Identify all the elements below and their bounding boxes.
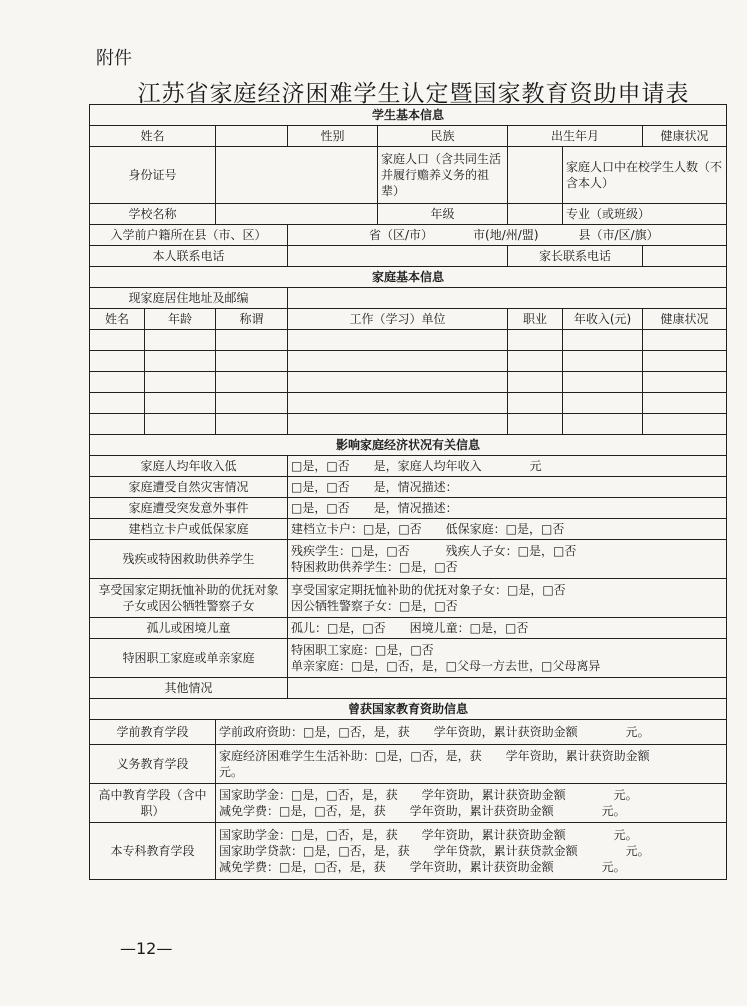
label-province: 省（区/市）: [369, 228, 434, 242]
economic-options[interactable]: [288, 639, 727, 678]
label-birth: 出生年月: [508, 126, 643, 147]
aid-option-line: 国家助学金：□是，□否，是，获 学年资助，累计获资助金额 元。: [219, 828, 638, 842]
economic-option-line: 因公牺牲警察子女：□是，□否: [291, 599, 458, 613]
economic-label: 家庭遭受自然灾害情况: [90, 477, 288, 498]
field-grade[interactable]: [508, 204, 563, 225]
label-ethnicity: 民族: [378, 126, 508, 147]
aid-stage-label: 学前教育学段: [90, 720, 216, 745]
economic-options[interactable]: [288, 579, 727, 618]
col-header-occupation: 职业: [508, 309, 563, 330]
label-household-population: 家庭人口（含共同生活并履行赡养义务的祖辈）: [378, 147, 508, 204]
label-address: 现家庭居住地址及邮编: [90, 288, 288, 309]
form-title: 江苏省家庭经济困难学生认定暨国家教育资助申请表: [137, 81, 690, 107]
col-header-health: 健康状况: [643, 309, 727, 330]
family-member-row[interactable]: [90, 330, 727, 351]
field-hukou[interactable]: [288, 225, 727, 246]
label-hukou: 入学前户籍所在县（市、区）: [90, 225, 288, 246]
field-address[interactable]: [288, 288, 727, 309]
aid-stage-label: 本专科教育学段: [90, 823, 216, 880]
col-header-workplace: 工作（学习）单位: [288, 309, 508, 330]
label-county: 县（市/区/旗）: [578, 228, 659, 242]
label-household-students: 家庭人口中在校学生人数（不含本人）: [563, 147, 727, 204]
economic-option-line: 单亲家庭：□是，□否，是，□父母一方去世，□父母离异: [291, 659, 601, 673]
economic-label: 残疾或特困救助供养学生: [90, 540, 288, 579]
section-aid-info: 曾获国家教育资助信息: [90, 699, 727, 720]
aid-options[interactable]: [216, 745, 727, 784]
attachment-label: 附件: [96, 48, 132, 69]
field-name[interactable]: [216, 126, 288, 147]
application-form-table: [89, 104, 727, 880]
field-phone-self[interactable]: [288, 246, 508, 267]
section-student-info: 学生基本信息: [90, 105, 727, 126]
aid-options[interactable]: 学前政府资助：□是，□否，是，获 学年资助，累计获资助金额 元。: [216, 720, 727, 745]
aid-option-line: 国家助学金：□是，□否，是，获 学年资助，累计获资助金额 元。: [219, 788, 638, 802]
economic-options[interactable]: 建档立卡户：□是，□否 低保家庭：□是，□否: [288, 519, 727, 540]
economic-label: 家庭人均年收入低: [90, 456, 288, 477]
family-member-row[interactable]: [90, 414, 727, 435]
label-city: 市(地/州/盟): [473, 228, 539, 242]
section-economic-info: 影响家庭经济状况有关信息: [90, 435, 727, 456]
economic-options[interactable]: □是，□否 是，情况描述：: [288, 477, 727, 498]
economic-label: 享受国家定期抚恤补助的优抚对象子女或因公牺牲警察子女: [90, 579, 288, 618]
aid-options[interactable]: [216, 784, 727, 823]
aid-stage-label: 义务教育学段: [90, 745, 216, 784]
economic-options[interactable]: 孤儿：□是，□否 困境儿童：□是，□否: [288, 618, 727, 639]
economic-label: 家庭遭受突发意外事件: [90, 498, 288, 519]
label-name: 姓名: [90, 126, 216, 147]
economic-options[interactable]: [288, 678, 727, 699]
economic-options[interactable]: [288, 540, 727, 579]
label-major: 专业（或班级）: [563, 204, 727, 225]
aid-option-line: 家庭经济困难学生生活补助：□是，□否，是，获 学年资助，累计获资助金额: [219, 749, 650, 763]
label-school: 学校名称: [90, 204, 216, 225]
economic-label: 其他情况: [90, 678, 288, 699]
economic-option-line: 享受国家定期抚恤补助的优抚对象子女：□是，□否: [291, 583, 566, 597]
aid-stage-label: 高中教育学段（含中职）: [90, 784, 216, 823]
label-phone-parent: 家长联系电话: [508, 246, 643, 267]
label-gender: 性别: [288, 126, 378, 147]
family-member-row[interactable]: [90, 393, 727, 414]
family-member-row[interactable]: [90, 351, 727, 372]
col-header-age: 年龄: [145, 309, 216, 330]
page-number: —12—: [120, 939, 173, 958]
field-household-population[interactable]: [508, 147, 563, 204]
family-member-row[interactable]: [90, 372, 727, 393]
aid-option-line: 国家助学贷款：□是，□否，是，获 学年贷款，累计获贷款金额 元。: [219, 844, 650, 858]
field-school[interactable]: [216, 204, 378, 225]
label-id-number: 身份证号: [90, 147, 216, 204]
field-phone-parent[interactable]: [643, 246, 727, 267]
label-phone-self: 本人联系电话: [90, 246, 288, 267]
economic-label: 建档立卡户或低保家庭: [90, 519, 288, 540]
field-id-number[interactable]: [216, 147, 378, 204]
economic-options[interactable]: □是，□否 是，情况描述：: [288, 498, 727, 519]
label-health: 健康状况: [643, 126, 727, 147]
economic-options[interactable]: □是，□否 是，家庭人均年收入 元: [288, 456, 727, 477]
col-header-name: 姓名: [90, 309, 145, 330]
economic-label: 特困职工家庭或单亲家庭: [90, 639, 288, 678]
col-header-relation: 称谓: [216, 309, 288, 330]
aid-option-line: 元。: [219, 765, 244, 779]
label-grade: 年级: [378, 204, 508, 225]
aid-options[interactable]: [216, 823, 727, 880]
section-family-info: 家庭基本信息: [90, 267, 727, 288]
economic-option-line: 特困职工家庭：□是，□否: [291, 643, 434, 657]
aid-option-line: 减免学费：□是，□否，是，获 学年资助，累计获资助金额 元。: [219, 860, 626, 874]
economic-label: 孤儿或困境儿童: [90, 618, 288, 639]
col-header-income: 年收入(元): [563, 309, 643, 330]
aid-option-line: 减免学费：□是，□否，是，获 学年资助，累计获资助金额 元。: [219, 804, 626, 818]
economic-option-line: 特困救助供养学生：□是，□否: [291, 560, 458, 574]
economic-option-line: 残疾学生：□是，□否 残疾人子女：□是，□否: [291, 544, 577, 558]
